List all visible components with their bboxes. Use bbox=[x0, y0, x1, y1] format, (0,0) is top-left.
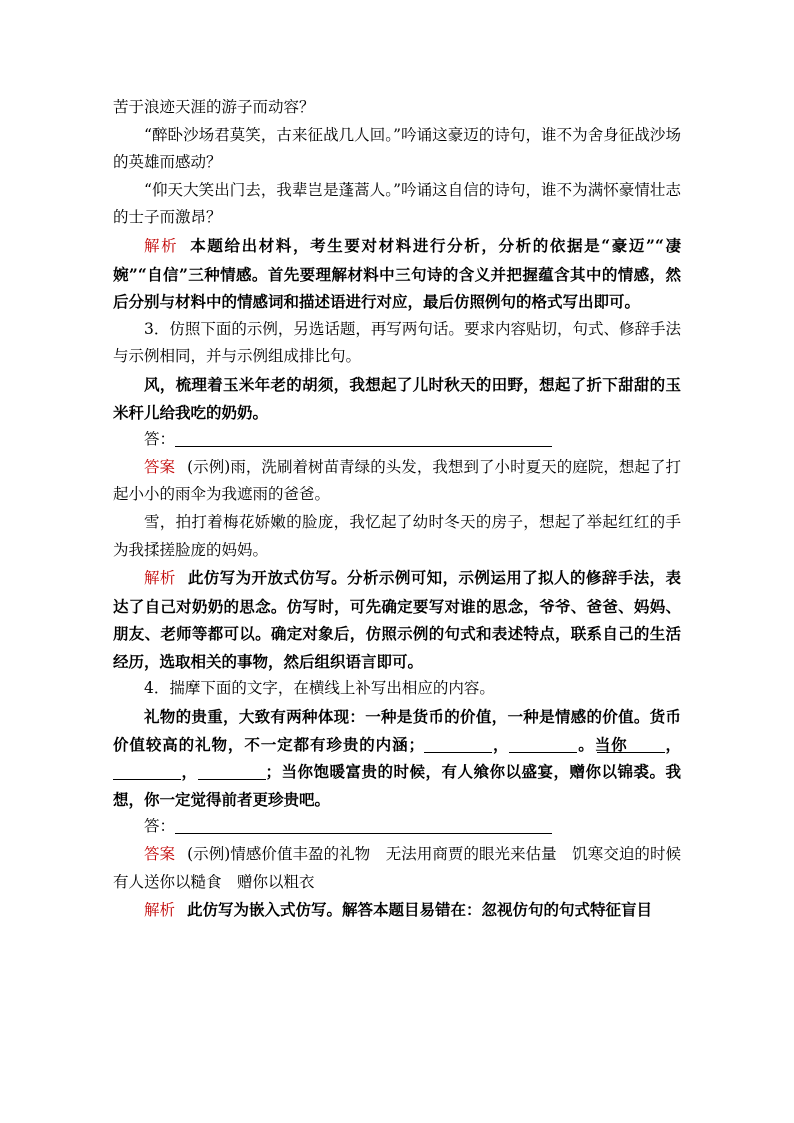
analysis-label: 解析 bbox=[144, 236, 179, 255]
answer-label: 答案 bbox=[144, 457, 176, 476]
fill-blank-3[interactable] bbox=[597, 736, 665, 753]
answer-prompt: 答： bbox=[144, 430, 176, 449]
question-4: 4．揣摩下面的文字，在横线上补写出相应的内容。 bbox=[144, 679, 495, 698]
question-3-answer-line bbox=[113, 426, 681, 454]
sep-period: 。当你 bbox=[577, 734, 628, 754]
document-page bbox=[113, 94, 697, 925]
fill-blank-5[interactable] bbox=[198, 763, 266, 780]
answer-label: 答案 bbox=[144, 845, 176, 864]
fill-blank-4[interactable] bbox=[113, 763, 181, 780]
analysis-q2 bbox=[113, 232, 681, 316]
answer-text: (示例)情感价值丰盈的礼物 无法用商贾的眼光来估量 饥寒交迫的时候 有人送你以糙食 赠你以粗衣 bbox=[113, 845, 697, 891]
passage-part-a: 礼物的贵重，大致有两种体现：一种是货币的价值，一种是情感的价值。货币价值较高的礼物，不一定都有珍贵的内涵； bbox=[113, 707, 681, 754]
question-3-example: 风，梳理着玉米年老的胡须，我想起了儿时秋天的田野，想起了折下甜甜的玉米秆儿给我吃的奶奶。 bbox=[113, 374, 681, 422]
question-3-answer-continued: 雪，拍打着梅花娇嫩的脸庞，我忆起了幼时冬天的房子，想起了举起红红的手为我揉搓脸庞的妈妈。 bbox=[113, 512, 681, 559]
sep-comma-2: ， bbox=[664, 734, 681, 754]
fill-blank-1[interactable] bbox=[424, 736, 492, 753]
passage-part-b: ；当你饱暖富贵的时候，有人飨你以盛宴，赠你以锦裘。我想，你一定觉得前者更珍贵吧。 bbox=[113, 762, 681, 809]
analysis-q3 bbox=[113, 564, 681, 675]
sep-comma-3: ， bbox=[181, 762, 198, 782]
paragraph-poem-continuation: 苦于浪迹天涯的游子而动容？ bbox=[113, 98, 315, 116]
answer-blank-line[interactable] bbox=[175, 429, 552, 447]
question-4-answer bbox=[113, 841, 697, 896]
question-4-answer-line bbox=[113, 813, 681, 841]
analysis-q4 bbox=[113, 896, 681, 925]
question-3: 3．仿照下面的示例，另选话题，再写两句话。要求内容贴切，句式、修辞手法与示例相同，并与示例组成排比句。 bbox=[113, 319, 681, 366]
analysis-label: 解析 bbox=[144, 901, 176, 920]
analysis-label: 解析 bbox=[144, 569, 176, 588]
answer-text: (示例)雨，洗刷着树苗青绿的头发，我想到了小时夏天的庭院，想起了打起小小的雨伞为我遮雨的爸爸。 bbox=[113, 457, 681, 504]
analysis-text: 本题给出材料，考生要对材料进行分析，分析的依据是“豪迈”“凄婉”“自信”三种情感。首先要理解材料中三句诗的含义并把握蕴含其中的情感，然后分别与材料中的情感词和描述语进行对应，最后仿照例句的格式写出即可。 bbox=[113, 235, 681, 312]
sep-comma-1: ， bbox=[492, 734, 510, 754]
analysis-text: 此仿写为嵌入式仿写。解答本题目易错在：忽视仿句的句式特征盲目 bbox=[187, 900, 653, 920]
paragraph-poem-zixin: “仰天大笑出门去，我辈岂是蓬蒿人。”吟诵这自信的诗句，谁不为满怀豪情壮志的士子而激昂？ bbox=[113, 180, 681, 227]
fill-blank-2[interactable] bbox=[509, 736, 577, 753]
paragraph-poem-haomai: “醉卧沙场君莫笑，古来征战几人回。”吟诵这豪迈的诗句，谁不为舍身征战沙场的英雄而感动？ bbox=[113, 125, 681, 172]
answer-blank-line[interactable] bbox=[175, 816, 552, 834]
answer-prompt: 答： bbox=[144, 817, 176, 836]
analysis-text: 此仿写为开放式仿写。分析示例可知，示例运用了拟人的修辞手法，表达了自己对奶奶的思念。仿写时，可先确定要写对谁的思念，爷爷、爸爸、妈妈、朋友、老师等都可以。确定对象后，仿照示例的句式和表述特点，联系自己的生活经历，选取相关的事物，然后组织语言即可。 bbox=[113, 568, 681, 671]
question-4-passage bbox=[113, 703, 681, 813]
question-3-answer bbox=[113, 454, 681, 509]
